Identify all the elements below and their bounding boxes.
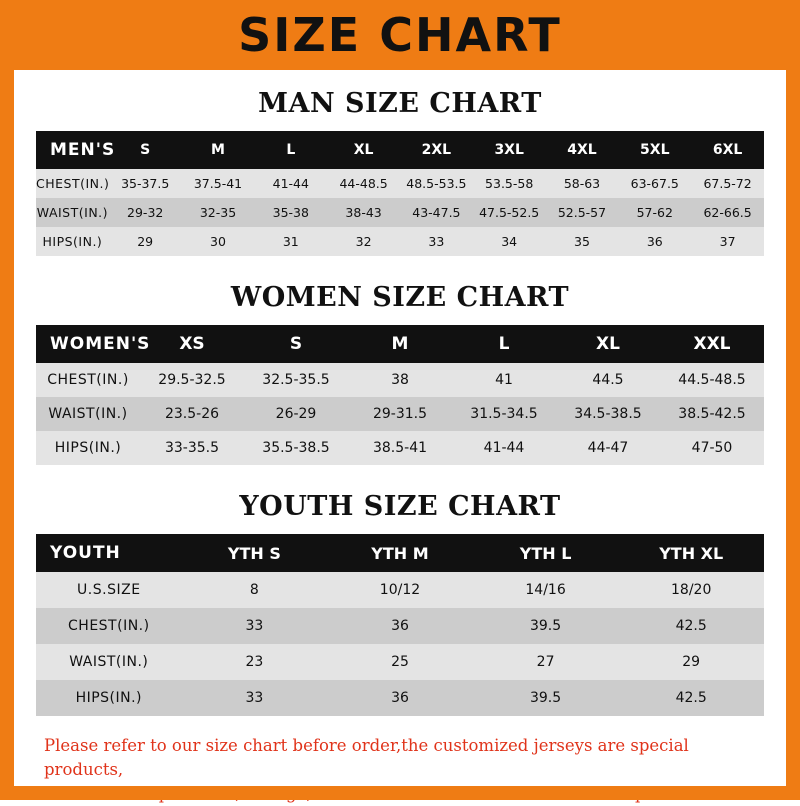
women-row-label-waist: WAIST(IN.) [48, 406, 128, 422]
table-cell: 31 [282, 234, 299, 249]
youth-size-table [36, 534, 764, 716]
table-cell: 38.5-42.5 [678, 406, 746, 422]
table-cell: 67.5-72 [703, 176, 752, 191]
men-section-title: MAN SIZE CHART [258, 88, 542, 119]
women-header-xxl: XXL [693, 334, 731, 354]
table-cell: 32.5-35.5 [262, 372, 330, 388]
youth-header-m: YTH M [371, 543, 429, 563]
men-table-body [36, 169, 764, 256]
table-row [36, 363, 764, 397]
table-cell: 42.5 [675, 618, 707, 634]
table-cell: 44-47 [587, 440, 629, 456]
bottom-accent-bar [0, 786, 800, 800]
women-header-s: S [289, 334, 303, 354]
table-cell: 62-66.5 [703, 205, 752, 220]
table-cell: 29.5-32.5 [158, 372, 226, 388]
table-row [36, 169, 764, 198]
page-title: SIZE CHART [238, 8, 562, 62]
table-cell: 53.5-58 [485, 176, 534, 191]
women-header-l: L [498, 334, 510, 354]
table-cell: 47.5-52.5 [479, 205, 540, 220]
men-header-2xl: 2XL [421, 142, 452, 158]
table-cell: 41-44 [272, 176, 309, 191]
table-cell: 33-35.5 [164, 440, 220, 456]
table-cell: 44.5 [592, 372, 624, 388]
men-header-xl: XL [353, 142, 374, 158]
table-cell: 36 [391, 618, 409, 634]
table-row [36, 397, 764, 431]
youth-row-label-us-size: U.S.SIZE [77, 582, 141, 598]
men-header-l: L [286, 142, 296, 158]
table-header-row [36, 325, 764, 363]
men-row-label-hips: HIPS(IN.) [42, 234, 103, 249]
table-cell: 36 [391, 690, 409, 706]
table-cell: 29-32 [127, 205, 164, 220]
table-cell: 41-44 [483, 440, 525, 456]
women-header-label: WOMEN'S [50, 334, 151, 354]
footer-note-line-1: Please refer to our size chart before order,the customized jerseys are special products, [44, 736, 689, 779]
men-header-6xl: 6XL [712, 142, 743, 158]
table-cell: 47-50 [691, 440, 733, 456]
table-row [36, 198, 764, 227]
table-cell: 35.5-38.5 [262, 440, 330, 456]
table-cell: 48.5-53.5 [406, 176, 467, 191]
table-cell: 35 [574, 234, 590, 249]
men-header-4xl: 4XL [567, 142, 597, 158]
table-row [36, 608, 764, 644]
table-cell: 29-31.5 [372, 406, 428, 422]
men-header-3xl: 3XL [494, 142, 524, 158]
youth-header-xl: YTH XL [659, 543, 724, 563]
table-row [36, 644, 764, 680]
men-table-header [36, 131, 764, 169]
table-header-row [36, 131, 764, 169]
youth-table-body [36, 572, 764, 716]
table-cell: 33 [428, 234, 445, 249]
men-header-label: MEN'S [50, 140, 116, 160]
table-header-row [36, 534, 764, 572]
table-cell: 34.5-38.5 [574, 406, 642, 422]
table-cell: 30 [210, 234, 226, 249]
table-cell: 37 [719, 234, 736, 249]
chart-content [14, 88, 786, 806]
table-cell: 27 [536, 654, 555, 670]
table-cell: 8 [249, 582, 259, 598]
table-cell: 14/16 [525, 582, 566, 598]
table-cell: 35-38 [272, 205, 309, 220]
youth-table-header [36, 534, 764, 572]
table-cell: 29 [682, 654, 701, 670]
table-row [36, 227, 764, 256]
table-cell: 33 [245, 618, 264, 634]
table-cell: 39.5 [529, 618, 562, 634]
table-cell: 23 [245, 654, 264, 670]
table-cell: 29 [137, 234, 154, 249]
women-row-label-chest: CHEST(IN.) [47, 372, 129, 388]
men-row-label-chest: CHEST(IN.) [36, 176, 110, 191]
table-row [36, 572, 764, 608]
men-size-table [36, 131, 764, 256]
table-cell: 63-67.5 [630, 176, 679, 191]
table-cell: 52.5-57 [557, 205, 607, 220]
table-cell: 38 [391, 372, 409, 388]
table-cell: 41 [495, 372, 513, 388]
table-cell: 10/12 [379, 582, 421, 598]
table-cell: 58-63 [563, 176, 601, 191]
table-cell: 37.5-41 [193, 176, 243, 191]
table-cell: 34 [501, 234, 518, 249]
table-row [36, 680, 764, 716]
men-row-label-waist: WAIST(IN.) [36, 205, 109, 220]
men-header-m: M [211, 142, 225, 158]
women-section-title: WOMEN SIZE CHART [230, 282, 570, 313]
youth-row-label-hips: HIPS(IN.) [75, 690, 143, 706]
youth-section-title: YOUTH SIZE CHART [239, 491, 561, 522]
women-table-body [36, 363, 764, 465]
header-bar [0, 0, 800, 70]
table-cell: 26-29 [275, 406, 317, 422]
men-header-s: S [140, 142, 151, 158]
table-cell: 36 [646, 234, 663, 249]
table-cell: 35-37.5 [121, 176, 170, 191]
table-cell: 42.5 [675, 690, 707, 706]
table-cell: 43-47.5 [412, 205, 461, 220]
youth-row-label-chest: CHEST(IN.) [68, 618, 150, 634]
table-cell: 23.5-26 [164, 406, 220, 422]
table-row [36, 431, 764, 465]
women-table-header [36, 325, 764, 363]
table-cell: 57-62 [636, 205, 673, 220]
table-cell: 18/20 [671, 582, 712, 598]
table-cell: 39.5 [529, 690, 562, 706]
women-header-xl: XL [596, 334, 620, 354]
youth-header-l: YTH L [519, 543, 572, 563]
women-header-m: M [391, 334, 409, 354]
table-cell: 44.5-48.5 [678, 372, 746, 388]
table-cell: 44-48.5 [339, 176, 388, 191]
table-cell: 32-35 [199, 205, 237, 220]
women-row-label-hips: HIPS(IN.) [54, 440, 122, 456]
men-header-5xl: 5XL [640, 142, 670, 158]
youth-row-label-waist: WAIST(IN.) [69, 654, 149, 670]
youth-header-label: YOUTH [50, 543, 121, 563]
women-header-xs: XS [179, 334, 205, 354]
table-cell: 25 [391, 654, 409, 670]
table-cell: 31.5-34.5 [470, 406, 538, 422]
table-cell: 33 [245, 690, 264, 706]
youth-header-s: YTH S [227, 543, 281, 563]
table-cell: 32 [355, 234, 372, 249]
table-cell: 38.5-41 [372, 440, 428, 456]
table-cell: 38-43 [345, 205, 382, 220]
women-size-table [36, 325, 764, 465]
